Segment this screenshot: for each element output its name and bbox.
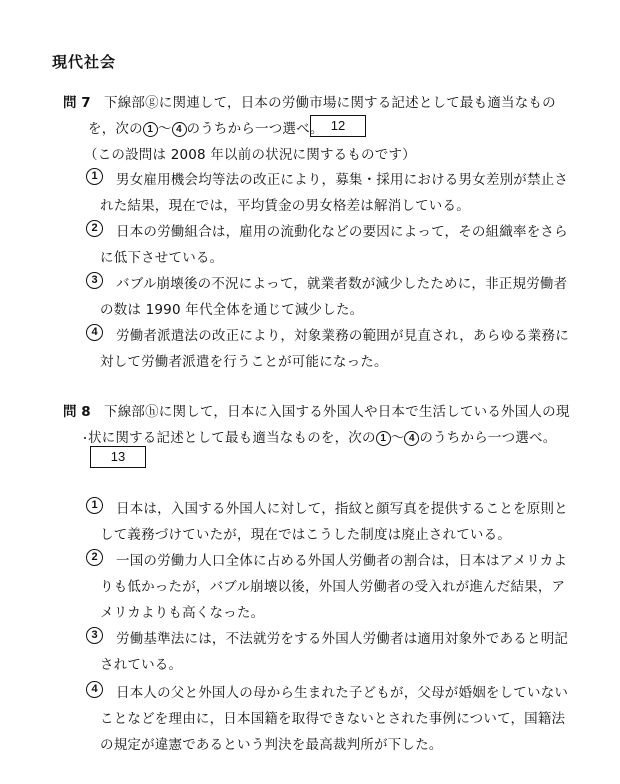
question-8-stem-text: 状に関する記述として最も適当なものを，次の (88, 430, 376, 446)
range-tilde: ～ (157, 121, 172, 137)
range-tilde: ～ (390, 430, 405, 446)
question-7-stem-text-end: のうちから一つ選べ。 (186, 121, 324, 137)
q8-choice-3-line-1: 労働基準法には，不法就労をする外国人労働者は適用対象外であると明記 (116, 631, 569, 647)
q8-choice-2-line-2: りも低かったが，バブル崩壊以後，外国人労働者の受入れが進んだ結果，ア (100, 579, 566, 595)
q7-choice-4-line-2: 対して労働者派遣を行うことが可能になった。 (100, 354, 388, 370)
question-8-stem-text-end: のうちから一つ選べ。 (419, 430, 557, 446)
q8-choice-3-line-2: されている。 (100, 657, 183, 673)
q7-choice-2-mark: 2 (86, 220, 103, 237)
q8-choice-2-mark: 2 (86, 549, 103, 566)
scan-dot (84, 437, 86, 439)
answer-box-13: 13 (90, 446, 146, 468)
q7-choice-3-line-1: バブル崩壊後の不況によって，就業者数が減少したために，非正規労働者 (116, 276, 568, 292)
q8-choice-4-line-3: の規定が違憲であるという判決を最高裁判所が下した。 (100, 737, 443, 753)
q8-choice-4-line-1: 日本人の父と外国人の母から生まれた子どもが，父母が婚姻をしていない (116, 685, 569, 701)
answer-box-12: 12 (310, 115, 366, 137)
q7-choice-4-line-1: 労働者派遣法の改正により，対象業務の範囲が見直され，あらゆる業務に (116, 328, 569, 344)
q8-choice-2-line-3: メリカよりも高くなった。 (100, 605, 265, 621)
question-7-note: （この設問は 2008 年以前の状況に関するものです） (84, 147, 416, 163)
q7-choice-1-line-1: 男女雇用機会均等法の改正により，募集・採用における男女差別が禁止さ (116, 172, 569, 188)
choice-4-inline-mark: 4 (404, 431, 419, 446)
section-title: 現代社会 (52, 53, 117, 71)
q7-choice-3-line-2: の数は 1990 年代全体を通じて減少した。 (100, 302, 364, 318)
q8-choice-1-mark: 1 (86, 497, 103, 514)
question-7-stem-text: を，次の (88, 121, 143, 137)
q8-choice-1-line-2: して義務づけていたが，現在ではこうした制度は廃止されている。 (100, 527, 511, 543)
q7-choice-4-mark: 4 (86, 324, 103, 341)
q7-choice-2-line-2: に低下させている。 (100, 250, 224, 266)
question-7-label: 問 7 (63, 95, 91, 111)
choice-1-inline-mark: 1 (143, 122, 158, 137)
q7-choice-1-line-2: れた結果，現在では，平均賃金の男女格差は解消している。 (100, 198, 470, 214)
question-8-stem-line-1: 下線部ⓗに関して，日本に入国する外国人や日本で生活している外国人の現 (104, 404, 570, 420)
q8-choice-1-line-1: 日本は，入国する外国人に対して，指紋と顔写真を提供することを原則と (116, 501, 568, 517)
question-7-stem-line-1: 下線部ⓖに関連して，日本の労働市場に関する記述として最も適当なもの (104, 95, 556, 111)
q7-choice-2-line-1: 日本の労働組合は，雇用の流動化などの要因によって，その組織率をさら (116, 224, 568, 240)
choice-1-inline-mark: 1 (376, 431, 391, 446)
question-8-label: 問 8 (63, 404, 91, 420)
question-7-stem-line-2 (88, 117, 324, 137)
q8-choice-4-line-2: ことなどを理由に，日本国籍を取得できないとされた事例について，国籍法 (100, 711, 566, 727)
q7-choice-3-mark: 3 (86, 272, 103, 289)
q8-choice-3-mark: 3 (86, 627, 103, 644)
choice-4-inline-mark: 4 (172, 122, 187, 137)
q7-choice-1-mark: 1 (86, 168, 103, 185)
q8-choice-4-mark: 4 (86, 681, 103, 698)
q8-choice-2-line-1: 一国の労働力人口全体に占める外国人労働者の割合は，日本はアメリカよ (116, 553, 568, 569)
question-8-stem-line-2 (88, 426, 556, 446)
